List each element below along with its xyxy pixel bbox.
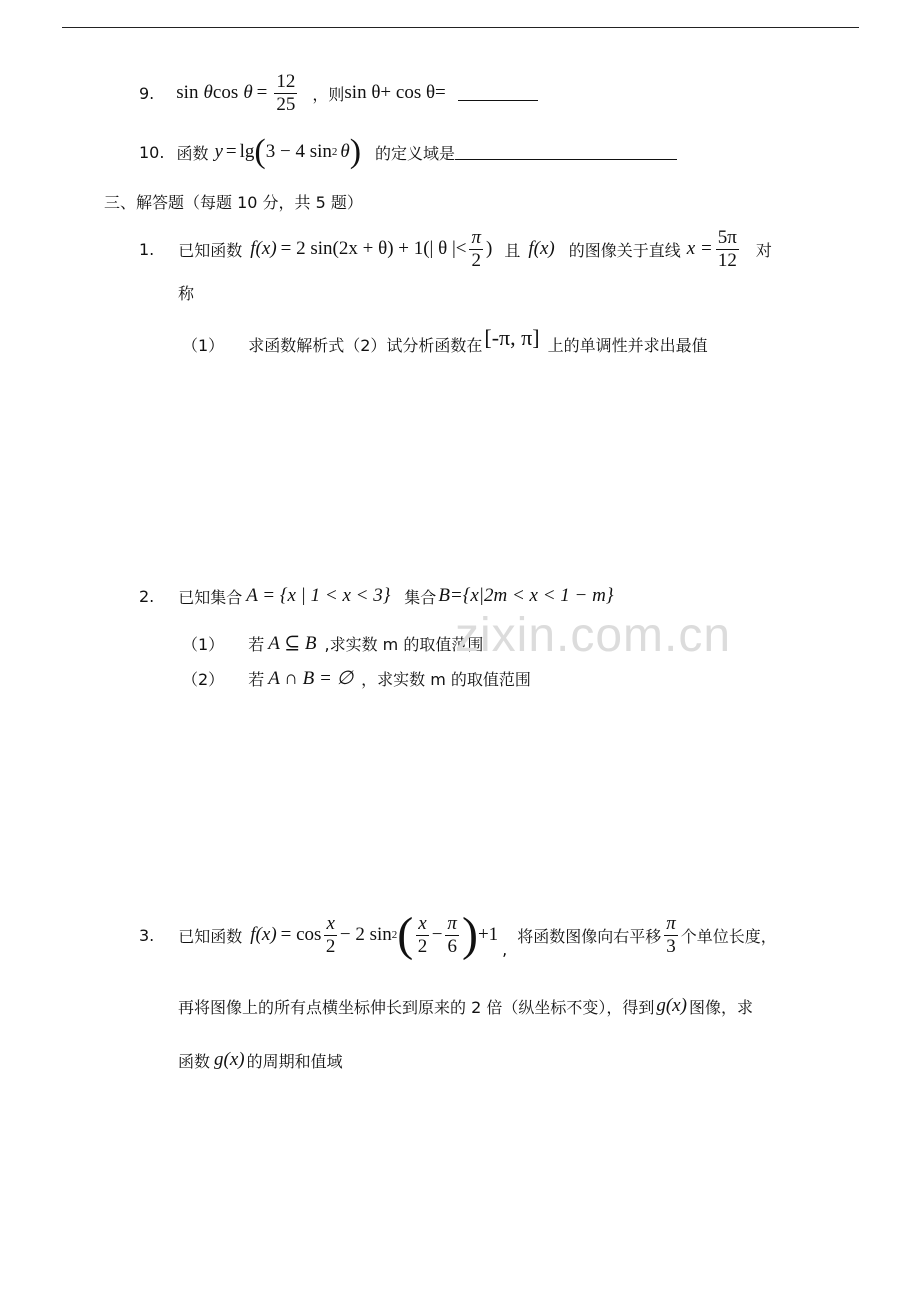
p1-middle: 的图像关于直线	[568, 240, 681, 260]
p1-12: 12	[717, 249, 737, 271]
q10-number: 10.	[139, 142, 165, 162]
problem-3-line-3	[178, 1045, 343, 1075]
p3-gx-2: g(x)	[214, 1049, 245, 1070]
problem-2-sub-1	[182, 630, 483, 656]
problem-3-line-1	[139, 906, 777, 964]
q9-frac-num: 12	[276, 70, 296, 92]
p3-fx: f(x)	[250, 924, 277, 945]
p1-fx: f(x)	[250, 238, 277, 259]
p3-right-paren: )	[461, 908, 478, 961]
p1-interval: [-π, π]	[484, 325, 540, 350]
p3-plus-1: +1	[477, 924, 499, 945]
p3-x-over-2-inner	[416, 913, 428, 958]
q10-equals: =	[225, 141, 237, 162]
q10-inner: 3 − 4 sin	[265, 141, 332, 162]
p3-shift-b: 个单位长度，	[680, 926, 777, 946]
p1-dui: 对	[755, 240, 772, 260]
p3-shift-a: 将函数图像向右平移	[517, 926, 662, 946]
p3-x-over-2	[324, 913, 336, 958]
q10-y: y	[214, 141, 223, 162]
p3-number: 3.	[139, 925, 155, 945]
p1-fx-2: f(x)	[528, 238, 555, 259]
watermark: zixin.com.cn	[455, 609, 732, 662]
q10-answer-blank[interactable]	[455, 145, 677, 160]
question-10	[139, 134, 677, 170]
problem-2-sub-2	[182, 665, 531, 691]
q9-cos: cos	[212, 82, 239, 103]
p3-pi-shift: π	[666, 912, 676, 934]
p3-x: x	[326, 912, 335, 934]
p2-s1-text: ,求实数 m 的取值范围	[324, 634, 484, 654]
p2-s1-label: （1）	[182, 634, 225, 654]
p1-pi-over-2	[469, 227, 483, 272]
p2-s2-condition: A ∩ B = ∅	[268, 667, 354, 689]
p1-number: 1.	[139, 239, 155, 259]
problem-3-line-2	[178, 991, 753, 1021]
p3-minus-2sin: − 2 sin	[339, 924, 392, 945]
p3-six: 6	[447, 935, 457, 957]
p3-square: 2	[391, 929, 398, 941]
p3-two-inner: 2	[417, 935, 428, 957]
p2-s2-label: （2）	[182, 669, 225, 689]
p3-eq-cos: = cos	[280, 924, 322, 945]
p3-line2-a: 再将图像上的所有点横坐标伸长到原来的 2 倍（纵坐标不变），得到	[178, 997, 655, 1017]
q10-left-paren: (	[254, 133, 266, 170]
p2-s2-if: 若	[248, 669, 265, 689]
p3-line3-b: 的周期和值域	[246, 1051, 343, 1071]
p1-close: )	[486, 238, 493, 259]
q10-square: 2	[331, 146, 338, 158]
p1-sub-label: （1）	[182, 335, 225, 355]
q9-frac-den: 25	[276, 93, 296, 115]
q10-right-paren: )	[349, 133, 362, 170]
q9-theta-2: θ	[243, 82, 253, 103]
q9-answer-blank[interactable]	[458, 86, 538, 101]
problem-1-subquestion	[182, 326, 708, 362]
p3-two: 2	[325, 935, 336, 957]
q9-equals: =	[256, 82, 268, 103]
p3-line3-a: 函数	[178, 1051, 211, 1071]
p1-qie: 且	[504, 240, 521, 260]
q9-expr: sin θ+ cos θ=	[344, 82, 446, 103]
p2-prefix: 已知集合	[178, 587, 243, 607]
question-9	[139, 68, 538, 118]
p1-5pi-over-12	[716, 227, 739, 272]
q10-theta: θ	[340, 141, 350, 162]
section-3-title: 三、解答题（每题 10 分，共 5 题）	[104, 193, 363, 212]
q9-fraction	[274, 71, 297, 116]
q9-number: 9.	[139, 83, 155, 103]
p3-gx: g(x)	[656, 995, 687, 1016]
p1-two: 2	[471, 249, 481, 271]
p1-x-eq: x =	[686, 238, 713, 259]
p3-minus: −	[431, 924, 443, 945]
p2-set-a: A = {x | 1 < x < 3}	[246, 585, 391, 606]
p1-pi: π	[471, 226, 482, 248]
q10-prefix: 函数	[176, 143, 209, 163]
problem-1-line-1	[139, 224, 772, 274]
p1-prefix: 已知函数	[178, 240, 243, 260]
p3-prefix: 已知函数	[178, 926, 243, 946]
p3-x-inner: x	[418, 912, 427, 934]
p2-s2-text: ，求实数 m 的取值范围	[361, 669, 531, 689]
p1-sub-text-b: 上的单调性并求出最值	[547, 335, 708, 355]
p2-s1-if: 若	[248, 634, 265, 654]
p2-s1-condition: A ⊆ B	[268, 632, 317, 654]
p2-number: 2.	[139, 586, 155, 606]
q9-theta: θ	[203, 82, 213, 103]
p1-sub-text-a: 求函数解析式（2）试分析函数在	[248, 335, 483, 355]
q10-suffix: 的定义域是	[375, 143, 456, 163]
p3-three: 3	[666, 935, 676, 957]
q10-lg: lg	[239, 141, 255, 162]
p1-5pi: 5π	[717, 226, 737, 248]
p1-expression: = 2 sin(2x + θ) + 1(| θ |<	[280, 238, 467, 259]
p3-line2-b: 图像，求	[688, 997, 753, 1017]
problem-1-line-2: 称	[178, 284, 195, 303]
header-rule	[62, 27, 859, 28]
q9-sin: sin	[176, 82, 199, 103]
p3-pi-over-6	[445, 913, 459, 958]
p3-pi: π	[447, 912, 457, 934]
q9-then: ，则	[312, 84, 345, 104]
p3-comma: ,	[502, 939, 508, 959]
p2-set-b: B={x|2m < x < 1 − m}	[438, 585, 614, 606]
p3-left-paren: (	[397, 908, 414, 961]
p3-pi-over-3	[664, 913, 678, 958]
p2-middle: 集合	[404, 587, 437, 607]
